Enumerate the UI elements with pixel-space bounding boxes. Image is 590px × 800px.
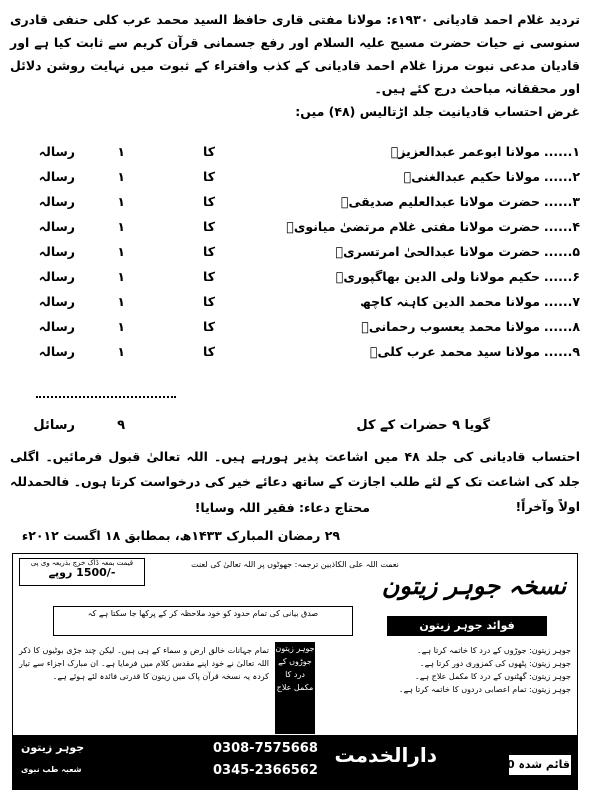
total-type: رسائل bbox=[33, 418, 75, 433]
ad-description: تمام جہانات خالق ارض و سماء کے ہی ہیں۔ لیکن چند جڑی بوٹیوں کا ذکر اللہ تعالیٰ نے خود اپنے مقدس کلام میں فرمایا ہے۔ ان مبارک اجزاء سے تیار کردہ یہ نسخہ قرآن پاک میں زیتون کا قدرتی فائدہ لئے ہوئے ہے۔ bbox=[19, 646, 269, 681]
closing-paragraph: احتساب قادیانی کی جلد ۴۸ میں اشاعت پذیر ہورہے ہیں۔ اللہ تعالیٰ قبول فرمائیں۔ اگلی جلد کی اشاعت تک کے لئے طلب اجازت کے ساتھ دعائے خیر کی درخواست کرتا ہوں۔ فالحمدللہ اولاً وآخراً! bbox=[10, 449, 581, 514]
total-label: گویا ۹ حضرات کے کل bbox=[356, 418, 490, 433]
book-type: رسالہ bbox=[38, 144, 75, 159]
book-list bbox=[10, 142, 580, 367]
book-number: ۹...... bbox=[543, 344, 580, 359]
benefit-item: جوہر زیتون: تمام اعصابی دردوں کا خاتمہ کرتا ہے۔ bbox=[398, 685, 571, 694]
book-count: ۱ bbox=[117, 319, 125, 334]
ka-word: کا bbox=[203, 244, 215, 259]
author-name: حضرت مولانا عبدالعلیم صدیقیؒ bbox=[340, 194, 540, 209]
intro-paragraph bbox=[10, 8, 580, 123]
book-number: ۷...... bbox=[543, 294, 580, 309]
phone-1[interactable]: 0308-7575668 bbox=[213, 741, 318, 756]
price: -/1500 روپے bbox=[48, 566, 116, 579]
book-type: رسالہ bbox=[38, 169, 75, 184]
book-type: رسالہ bbox=[38, 244, 75, 259]
ka-word: کا bbox=[203, 344, 215, 359]
benefit-item: جوہر زیتون: پٹھوں کی کمزوری دور کرتا ہے۔ bbox=[419, 659, 571, 668]
ad-middle-label: جوہر زیتون جوڑوں کے درد کا مکمل علاج bbox=[275, 642, 315, 734]
dotted-divider bbox=[36, 396, 176, 398]
author-name: حکیم مولانا ولی الدین بھاگپوریؒ bbox=[335, 269, 540, 284]
book-type: رسالہ bbox=[38, 344, 75, 359]
established-badge: قائم شدہ 1950 bbox=[509, 755, 571, 775]
book-number: ۳...... bbox=[543, 194, 580, 209]
ad-notice: صدق بیانی کی تمام حدود کو خود ملاحظہ کر کے پرکھا جا سکتا ہے کہ bbox=[53, 606, 353, 636]
ad-top-line: نعمت اللہ علی الکاذبین ترجمہ: جھوٹوں پر اللہ تعالیٰ کی لعنت bbox=[191, 560, 399, 569]
intro-text: تردید غلام احمد قادیانی ۱۹۳۰ء: مولانا مفتی قاری حافظ السید محمد عرب کلی حنفی قادری سنوسی نے حیات حضرت مسیح علیہ السلام اور رفع جسمانی قرآن کریم سے ثابت کیا ہے اور قادیان مدعی نبوت مرزا غلام احمد قادیانی کے کذب وافتراء کے ثبوت میں نہایت روشن دلائل اور محققانہ مباحث درج کئے ہیں۔ bbox=[10, 12, 581, 96]
book-number: ۴...... bbox=[543, 219, 580, 234]
book-row bbox=[10, 242, 580, 267]
total-count: ۹ bbox=[117, 418, 125, 433]
product-logo: نسخہ جوہر زیتون bbox=[381, 572, 567, 600]
book-row bbox=[10, 167, 580, 192]
book-number: ۸...... bbox=[543, 319, 580, 334]
signature: محتاج دعاء: فقیر اللہ وسایا! bbox=[194, 500, 370, 515]
book-type: رسالہ bbox=[38, 319, 75, 334]
brand-small: جوہر زیتون bbox=[21, 741, 85, 754]
date-line: ۲۹ رمضان المبارک ۱۴۳۳ھ، بمطابق ۱۸ اگست ۲۰۱۲ء bbox=[21, 528, 340, 543]
price-note: قیمت بمعہ ڈاک خرچ بذریعہ وی پی bbox=[30, 559, 134, 567]
book-number: ۶...... bbox=[543, 269, 580, 284]
ka-word: کا bbox=[203, 169, 215, 184]
book-row bbox=[10, 292, 580, 317]
company-name: دارالخدمت bbox=[334, 743, 437, 767]
author-name: مولانا محمد الدین کاہنہ کاچھ bbox=[360, 294, 540, 309]
ka-word: کا bbox=[203, 144, 215, 159]
book-row bbox=[10, 267, 580, 292]
price-box bbox=[19, 558, 145, 586]
author-name: مولانا ابوعمر عبدالعزیزؒ bbox=[390, 144, 540, 159]
ka-word: کا bbox=[203, 219, 215, 234]
department: شعبہ طب نبوی bbox=[21, 765, 82, 774]
product-subtitle: فوائد جوہر زیتون bbox=[387, 616, 547, 636]
ka-word: کا bbox=[203, 194, 215, 209]
ka-word: کا bbox=[203, 269, 215, 284]
ad-footer bbox=[13, 735, 577, 789]
ka-word: کا bbox=[203, 294, 215, 309]
ad-benefits bbox=[321, 644, 571, 696]
book-number: ۵...... bbox=[543, 244, 580, 259]
phone-2[interactable]: 0345-2366562 bbox=[213, 763, 318, 778]
total-row bbox=[10, 418, 580, 440]
book-type: رسالہ bbox=[38, 194, 75, 209]
author-name: حضرت مولانا عبدالحیٰ امرتسریؒ bbox=[335, 244, 540, 259]
benefit-item: جوہر زیتون: جوڑوں کے درد کا خاتمہ کرتا ہے۔ bbox=[416, 646, 571, 655]
book-type: رسالہ bbox=[38, 294, 75, 309]
book-count: ۱ bbox=[117, 194, 125, 209]
book-count: ۱ bbox=[117, 244, 125, 259]
book-type: رسالہ bbox=[38, 219, 75, 234]
book-count: ۱ bbox=[117, 169, 125, 184]
author-name: حضرت مولانا مفتی غلام مرتضیٰ میانویؒ bbox=[286, 219, 540, 234]
book-row bbox=[10, 217, 580, 242]
benefit-item: جوہر زیتون: گھٹنوں کے درد کا مکمل علاج ہے۔ bbox=[415, 672, 571, 681]
advertisement bbox=[12, 553, 578, 790]
book-count: ۱ bbox=[117, 344, 125, 359]
author-name: مولانا محمد یعسوب رحمانیؒ bbox=[361, 319, 540, 334]
book-count: ۱ bbox=[117, 144, 125, 159]
subheading: غرض احتساب قادیانیت جلد اڑتالیس (۴۸) میں: bbox=[295, 104, 580, 119]
author-name: مولانا سید محمد عرب کلیؒ bbox=[369, 344, 540, 359]
book-row bbox=[10, 317, 580, 342]
book-count: ۱ bbox=[117, 219, 125, 234]
book-count: ۱ bbox=[117, 269, 125, 284]
ka-word: کا bbox=[203, 319, 215, 334]
author-name: مولانا حکیم عبدالغنیؒ bbox=[403, 169, 540, 184]
book-row bbox=[10, 192, 580, 217]
book-row bbox=[10, 142, 580, 167]
book-count: ۱ bbox=[117, 294, 125, 309]
book-type: رسالہ bbox=[38, 269, 75, 284]
book-number: ۱...... bbox=[543, 144, 580, 159]
book-number: ۲...... bbox=[543, 169, 580, 184]
book-row bbox=[10, 342, 580, 367]
